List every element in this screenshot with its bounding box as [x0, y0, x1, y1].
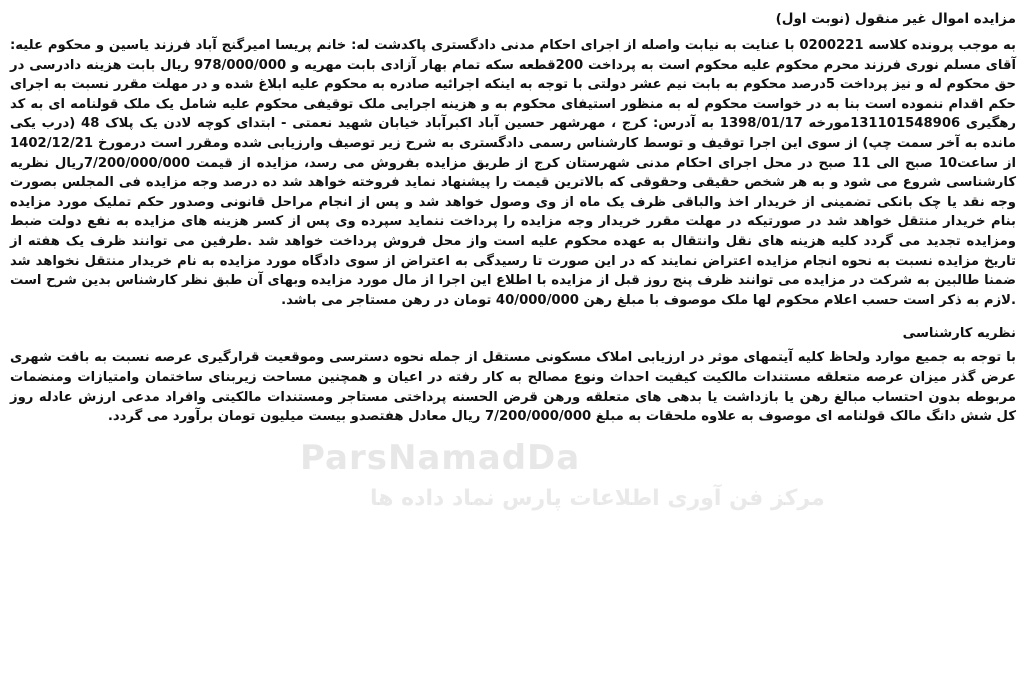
notice-body: به موجب پرونده کلاسه 0200221 با عنایت به نیابت واصله از اجرای احکام مدنی دادگستری پاکدشت له: خانم پریسا امیرگنج آباد فرزند یاسین و محکوم علیه: آقای مسلم نوری فرزند محرم محکوم علیه محکوم است به پرداخت 200قطعه سکه تمام بهار آزادی بابت مهریه و 978/000/000 ریال بابت هزینه دادرسی در حق محکوم له و نیز پرداخت 5درصد محکوم به بابت نیم عشر دولتی با توجه به اینکه اجرائیه صادره به محکوم علیه ابلاغ شده و در مهلت مقرر نسبت به اجرای حکم اقدام ننموده است بنا به در خواست محکوم له به منظور استیفای محکوم به و هزینه اجرایی ملک توقیفی محکوم علیه شامل یک ملک قولنامه ای به کد رهگیری 131101548906مورخه 1398/01/17 به آدرس: کرج ، مهرشهر حسین آباد اکبرآباد خیابان شهید نعمتی - ابتدای کوچه لادن یک پلاک 48 (درب یکی مانده به آخر سمت چپ) از سوی این اجرا توقیف و توسط کارشناس رسمی دادگستری به شرح زیر توصیف وارزیابی شده ومقرر است درمورخ 1402/12/21 از ساعت10 صبح الی 11 صبح در محل اجرای احکام مدنی شهرستان کرج از طریق مزایده بفروش می رسد، مزایده از قیمت 7/200/000/000ریال نظریه کارشناسی شروع می شود و به هر شخص حقیقی وحقوقی که بالاترین قیمت را پیشنهاد نماید فروخته خواهد شد ده درصد وجه مزایده فی المجلس بصورت وجه نقد یا چک بانکی تضمینی از خریدار اخذ والباقی ظرف یک ماه از وی وصول خواهد شد و پس از انجام مراحل قانونی وصدور حکم تملیک مورد مزایده بنام خریدار منتقل خواهد شد در صورتیکه در مهلت مقرر خریدار وجه مزایده را پرداخت ننماید سپرده وی پس از کسر هزینه های مزایده به نفع دولت ضبط ومزایده تجدید می گردد کلیه هزینه های نقل وانتقال به عهده محکوم علیه است واز محل فروش پرداخت خواهد شد .طرفین می توانند ظرف یک هفته از تاریخ مزایده نسبت به نحوه انجام مزایده اعتراض نمایند که در این صورت تا رسیدگی به اعتراض از سوی دادگاه مورد مزایده به نام خریدار منتقل نخواهد شد ضمنا طالبین به شرکت در مزایده می توانند ظرف پنج روز قبل از مزایده با اطلاع این اجرا از مال مورد مزایده وبهای آن طبق نظر کارشناس بدین شرح است .لازم به ذکر است حسب اعلام محکوم لها ملک موصوف با مبلغ رهن 40/000/000 تومان در رهن مستاجر می باشد.	[10, 38, 1017, 308]
expert-opinion-title: نظریه کارشناسی	[902, 326, 1016, 342]
watermark-logo-text: ParsNamadDa	[300, 438, 581, 478]
notice-title: مزایده اموال غیر منقول (نوبت اول)	[775, 11, 1016, 27]
watermark-subtitle: مرکز فن آوری اطلاعات پارس نماد داده ها	[370, 486, 825, 511]
expert-opinion-body: با توجه به جمیع موارد ولحاظ کلیه آیتمهای موثر در ارزیابی املاک مسکونی مستقل از جمله نحوه دسترسی وموقعیت قرارگیری عرصه نسبت به بافت شهری عرض گذر میزان عرصه متعلقه مستندات مالکیت کیفیت احداث ونوع مصالح به کار رفته در اعیان و همچنین مساحت زیربنای ساختمان وامتیازات ومنضمات مربوطه بدون احتساب مبالغ رهن یا بازداشت یا بدهی های متعلقه ورهن قرض الحسنه پرداختی مستاجر ومستندات مالکیتی وافراد مدعی ارزش عادله روز کل شش دانگ مالک قولنامه ای موصوف به علاوه ملحقات به مبلغ 7/200/000/000 ریال معادل هفتصدو بیست میلیون تومان برآورد می گردد.	[10, 350, 1016, 425]
